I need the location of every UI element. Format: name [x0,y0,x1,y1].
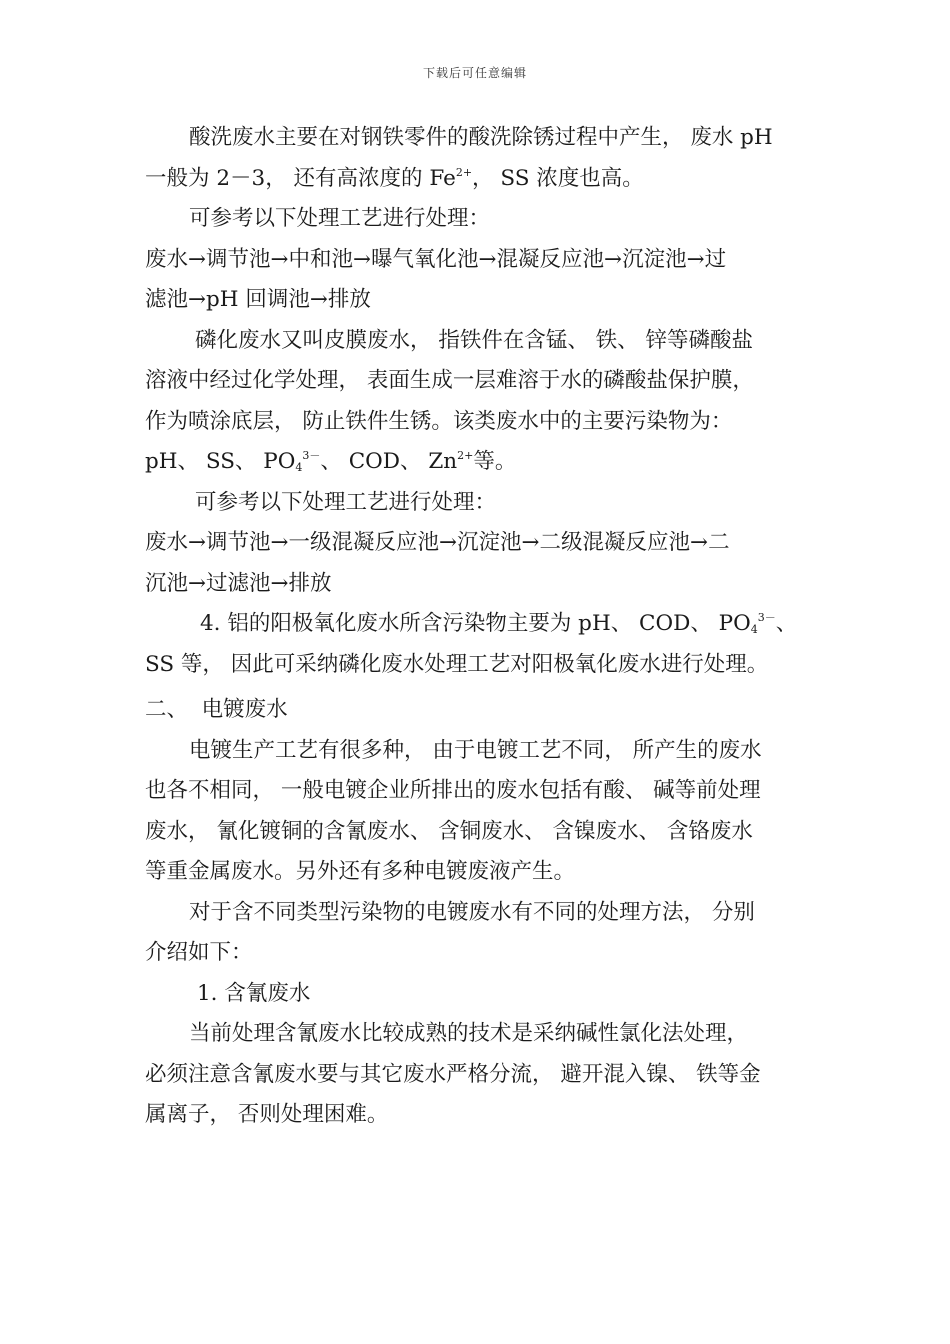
text-segment: 等。 [473,449,517,474]
text-segment: 一般为 2－3， 还有高浓度的 Fe [145,165,456,191]
paragraph-electroplating-line-4: 等重金属废水。另外还有多种电镀废液产生。 [145,859,576,884]
text-segment: 、 COD、 Zn [320,449,458,474]
paragraph-phosphating-line-4 [145,442,810,483]
paragraph-anodizing-line-1 [145,604,810,645]
text-segment: pH、 SS、 PO [145,449,296,474]
process-flow-2-line-1: 废水→调节池→一级混凝反应池→沉淀池→二级混凝反应池→二 [145,530,730,555]
superscript: 3－ [302,449,321,462]
document-body [145,118,810,1136]
paragraph-phosphating-line-1: 磷化废水又叫皮膜废水， 指铁件在含锰、 铁、 锌等磷酸盐 [195,327,754,353]
subscript: 4 [295,461,303,474]
paragraph-electroplating-line-1: 电镀生产工艺有很多种， 由于电镀工艺不同， 所产生的废水 [189,737,762,763]
section-heading: 二、 电镀废水 [145,697,288,722]
paragraph-cyanide-line-3: 属离子， 否则处理困难。 [145,1102,389,1127]
paragraph-anodizing-line-2: SS 等， 因此可采纳磷化废水处理工艺对阳极氧化废水进行处理。 [145,651,769,677]
sub-heading-cyanide: 1. 含氰废水 [197,980,311,1006]
text-segment: 4. 铝的阳极氧化废水所含污染物主要为 pH、 COD、 PO [200,611,751,636]
paragraph-cyanide-line-1: 当前处理含氰废水比较成熟的技术是采纳碱性氯化法处理， [189,1021,749,1046]
paragraph-acid-wastewater-line-1: 酸洗废水主要在对钢铁零件的酸洗除锈过程中产生， 废水 pH [189,125,773,150]
paragraph-process-intro-1: 可参考以下处理工艺进行处理： [189,206,491,231]
superscript: 3－ [757,611,776,624]
paragraph-phosphating-line-3: 作为喷涂底层， 防止铁件生锈。该类废水中的主要污染物为： [145,408,733,434]
process-flow-1-line-2: 滤池→pH 回调池→排放 [145,287,371,312]
page-header: 下载后可任意编辑 [422,66,527,80]
paragraph-methods-line-2: 介绍如下： [145,940,253,965]
paragraph-phosphating-line-2: 溶液中经过化学处理， 表面生成一层难溶于水的磷酸盐保护膜， [145,368,754,393]
superscript: 2+ [457,449,474,462]
paragraph-electroplating-line-2: 也各不相同， 一般电镀企业所排出的废水包括有酸、 碱等前处理 [145,778,761,803]
superscript: 2+ [455,165,473,179]
paragraph-methods-line-1: 对于含不同类型污染物的电镀废水有不同的处理方法， 分别 [189,899,755,925]
text-segment: ， SS 浓度也高。 [472,165,644,191]
paragraph-acid-wastewater-line-2 [145,159,810,200]
process-flow-1-line-1: 废水→调节池→中和池→曝气氧化池→混凝反应池→沉淀池→过 [145,246,727,272]
subscript: 4 [750,623,758,636]
text-segment: 、 [775,611,798,636]
paragraph-process-intro-2: 可参考以下处理工艺进行处理： [195,489,497,515]
process-flow-2-line-2: 沉池→过滤池→排放 [145,570,332,596]
paragraph-cyanide-line-2: 必须注意含氰废水要与其它废水严格分流， 避开混入镍、 铁等金 [145,1061,761,1087]
paragraph-electroplating-line-3: 废水， 氰化镀铜的含氰废水、 含铜废水、 含镍废水、 含铬废水 [145,818,753,844]
